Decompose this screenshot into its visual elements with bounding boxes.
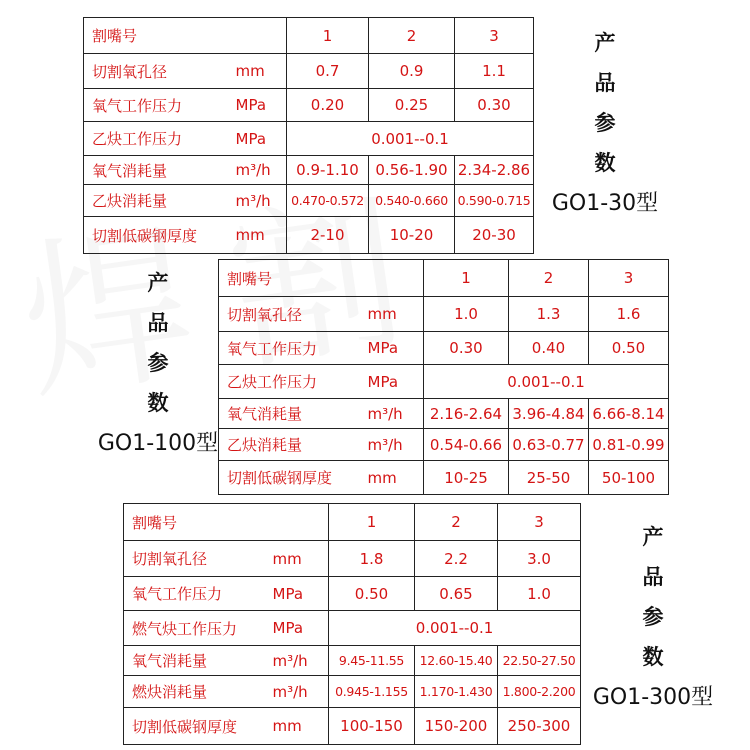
cell-value: 1 [287,18,369,54]
side-char: 品 [147,310,169,335]
cell-value: 2.34-2.86 [455,156,534,185]
spec-table-go1-300 [123,503,581,745]
side-char: 产 [594,30,616,55]
table-row [219,399,669,429]
row-label: 割嘴号 [219,260,364,297]
cell-value: 0.40 [509,332,589,365]
row-label: 乙炔消耗量 [219,429,364,461]
cell-value: 10-20 [369,217,455,254]
model-name: GO1-300型 [592,685,714,710]
cell-value: 22.50-27.50 [498,646,581,676]
cell-value: 3 [498,504,581,541]
table-row [124,504,581,541]
row-label: 割嘴号 [84,18,232,54]
table-row [84,217,534,254]
model-name: GO1-30型 [551,191,659,216]
cell-value: 0.65 [415,577,498,611]
spec-table-go1-30 [83,17,534,254]
cell-value: 1.800-2.200 [498,676,581,708]
table-row [84,54,534,89]
row-unit: m³/h [269,676,329,708]
row-unit: m³/h [232,156,287,185]
row-unit: m³/h [364,429,424,461]
row-label: 氧气工作压力 [219,332,364,365]
cell-value: 0.945-1.155 [329,676,415,708]
row-unit [232,18,287,54]
row-label: 氧气工作压力 [124,577,269,611]
row-unit: mm [232,54,287,89]
row-unit: MPa [364,332,424,365]
cell-value: 9.45-11.55 [329,646,415,676]
cell-merged-value: 0.001--0.1 [329,611,581,646]
cell-value: 250-300 [498,708,581,745]
row-label: 氧气工作压力 [84,89,232,122]
cell-value: 3 [589,260,669,297]
row-unit: mm [269,708,329,745]
row-label: 割嘴号 [124,504,269,541]
row-unit: MPa [269,611,329,646]
table-row [84,156,534,185]
side-char: 参 [594,110,616,135]
cell-value: 1.8 [329,541,415,577]
cell-value: 0.9-1.10 [287,156,369,185]
table-row [219,365,669,399]
cell-value: 0.50 [589,332,669,365]
row-unit: m³/h [269,646,329,676]
row-label: 氧气消耗量 [219,399,364,429]
cell-value: 1.170-1.430 [415,676,498,708]
cell-value: 100-150 [329,708,415,745]
cell-value: 2-10 [287,217,369,254]
cell-value: 0.50 [329,577,415,611]
cell-value: 2.16-2.64 [424,399,509,429]
row-unit: m³/h [364,399,424,429]
row-label: 燃气炔工作压力 [124,611,269,646]
side-char: 数 [594,150,616,175]
side-char: 数 [147,390,169,415]
cell-value: 2 [415,504,498,541]
side-char: 参 [642,604,664,629]
table-row [84,185,534,217]
table-row [219,297,669,332]
cell-value: 1 [329,504,415,541]
row-unit: mm [269,541,329,577]
row-label: 切割低碳钢厚度 [219,461,364,495]
side-caption-go1-30 [540,32,670,217]
cell-value: 2 [509,260,589,297]
table-row [124,676,581,708]
cell-value: 0.63-0.77 [509,429,589,461]
cell-value: 2 [369,18,455,54]
row-label: 乙炔工作压力 [84,122,232,156]
table-row [84,122,534,156]
table-row [219,461,669,495]
table-row [84,89,534,122]
cell-value: 12.60-15.40 [415,646,498,676]
row-label: 切割低碳钢厚度 [84,217,232,254]
cell-value: 10-25 [424,461,509,495]
cell-value: 1.3 [509,297,589,332]
side-char: 品 [642,564,664,589]
cell-value: 0.81-0.99 [589,429,669,461]
cell-value: 3 [455,18,534,54]
cell-value: 6.66-8.14 [589,399,669,429]
cell-value: 0.470-0.572 [287,185,369,217]
cell-value: 1.0 [424,297,509,332]
model-name: GO1-100型 [97,431,219,456]
row-unit: MPa [364,365,424,399]
side-char: 产 [642,524,664,549]
row-unit: mm [364,297,424,332]
cell-value: 0.540-0.660 [369,185,455,217]
cell-value: 2.2 [415,541,498,577]
row-label: 切割氧孔径 [84,54,232,89]
row-label: 氧气消耗量 [124,646,269,676]
row-unit: MPa [269,577,329,611]
row-unit: MPa [232,122,287,156]
cell-merged-value: 0.001--0.1 [424,365,669,399]
cell-value: 1 [424,260,509,297]
row-unit: mm [364,461,424,495]
table-row [124,541,581,577]
row-label: 燃炔消耗量 [124,676,269,708]
cell-value: 20-30 [455,217,534,254]
side-caption-go1-300 [583,526,723,711]
table-row [219,429,669,461]
side-char: 参 [147,350,169,375]
cell-value: 25-50 [509,461,589,495]
cell-value: 1.0 [498,577,581,611]
cell-value: 0.9 [369,54,455,89]
row-label: 切割低碳钢厚度 [124,708,269,745]
cell-value: 3.96-4.84 [509,399,589,429]
cell-value: 0.30 [455,89,534,122]
side-char: 产 [147,270,169,295]
cell-value: 0.54-0.66 [424,429,509,461]
table-row [124,611,581,646]
table-row [84,18,534,54]
row-unit: m³/h [232,185,287,217]
cell-value: 1.6 [589,297,669,332]
row-label: 切割氧孔径 [124,541,269,577]
row-unit [269,504,329,541]
cell-value: 50-100 [589,461,669,495]
side-char: 品 [594,70,616,95]
cell-value: 0.7 [287,54,369,89]
table-row [124,577,581,611]
cell-value: 0.30 [424,332,509,365]
row-label: 切割氧孔径 [219,297,364,332]
cell-value: 150-200 [415,708,498,745]
row-label: 氧气消耗量 [84,156,232,185]
cell-value: 3.0 [498,541,581,577]
row-unit: MPa [232,89,287,122]
table-row [124,708,581,745]
cell-value: 0.56-1.90 [369,156,455,185]
spec-table-go1-100 [218,259,669,495]
table-row [219,260,669,297]
row-unit: mm [232,217,287,254]
table-row [124,646,581,676]
cell-value: 0.25 [369,89,455,122]
row-label: 乙炔消耗量 [84,185,232,217]
side-caption-go1-100 [88,272,228,457]
cell-value: 0.20 [287,89,369,122]
row-label: 乙炔工作压力 [219,365,364,399]
cell-merged-value: 0.001--0.1 [287,122,534,156]
cell-value: 0.590-0.715 [455,185,534,217]
table-row [219,332,669,365]
side-char: 数 [642,644,664,669]
row-unit [364,260,424,297]
cell-value: 1.1 [455,54,534,89]
